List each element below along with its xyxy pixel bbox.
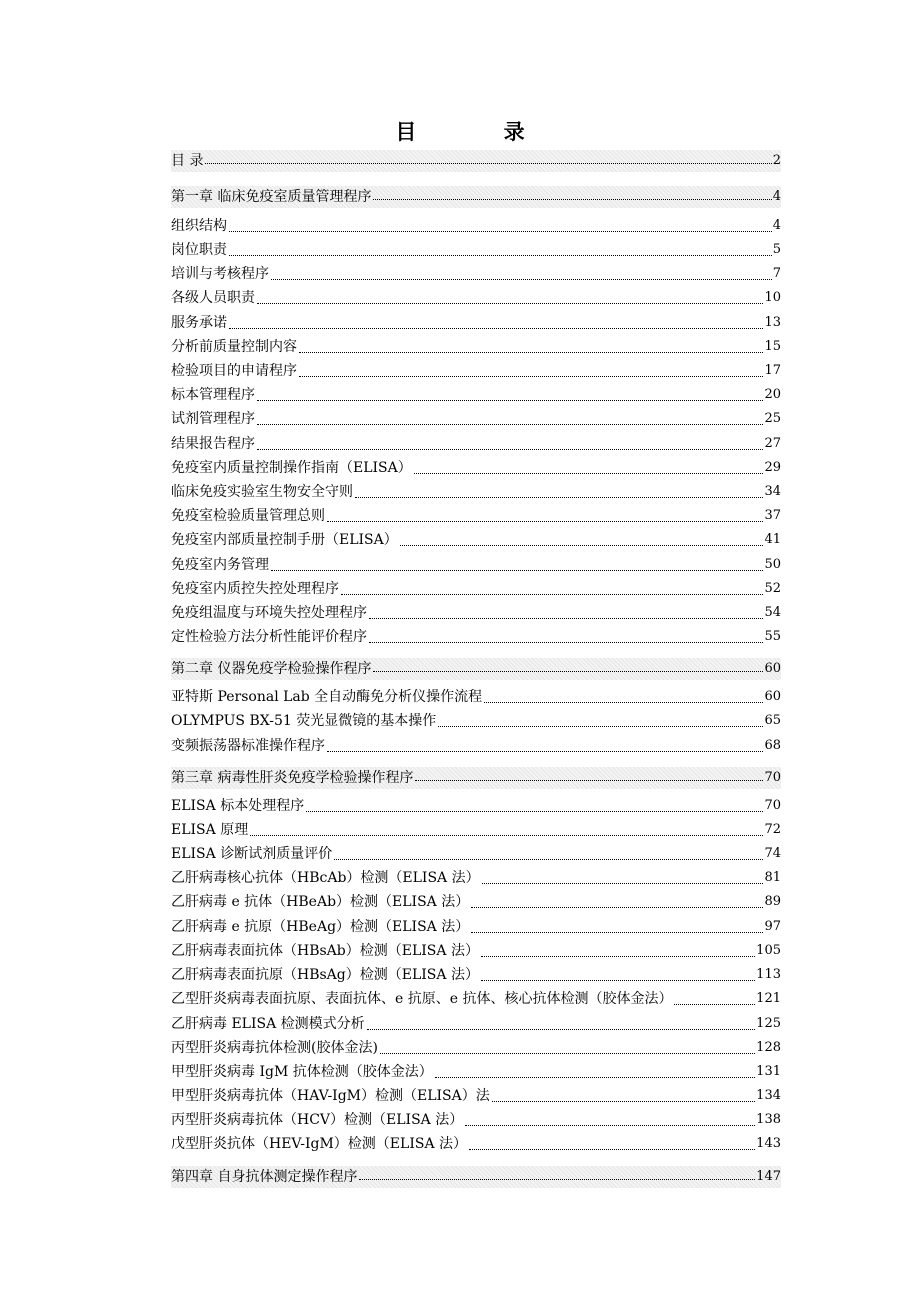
dot-leader [481,979,755,981]
toc-entry-page: 4 [772,218,781,233]
toc-chapter-entry[interactable] [171,767,781,789]
toc-entry-page: 10 [764,290,781,305]
toc-entry[interactable] [171,556,781,574]
toc-entry-title: 第四章 自身抗体测定操作程序 [171,1169,358,1185]
toc-entry[interactable] [171,845,781,863]
dot-leader [341,593,763,595]
toc-entry-page: 81 [764,870,781,885]
dot-leader [482,882,764,884]
dot-leader [367,1028,756,1030]
toc-entry-page: 125 [756,1016,781,1031]
toc-entry-title: 分析前质量控制内容 [171,339,297,355]
toc-entry-page: 25 [764,411,781,426]
toc-entry[interactable] [171,712,781,730]
toc-entry[interactable] [171,217,781,235]
dot-leader [373,670,763,672]
toc-entry-page: 70 [764,798,781,813]
toc-entry-page: 138 [756,1112,781,1127]
toc-entry-title: 服务承诺 [171,315,227,331]
dot-leader [250,834,763,836]
toc-entry-title: 免疫室内务管理 [171,557,269,573]
toc-entry-title: 乙肝病毒 e 抗体（HBeAb）检测（ELISA 法） [171,894,470,910]
toc-entry-title: 丙型肝炎病毒抗体检测(胶体金法) [171,1040,378,1056]
toc-entry[interactable] [171,942,781,960]
toc-entry-page: 60 [764,661,781,676]
toc-entry[interactable] [171,507,781,525]
toc-entry[interactable] [171,918,781,936]
toc-entry-page: 5 [772,242,781,257]
toc-entry[interactable] [171,1039,781,1057]
toc-entry-page: 13 [764,315,781,330]
toc-entry-title: 定性检验方法分析性能评价程序 [171,629,367,645]
dot-leader [271,569,763,571]
toc-entry[interactable] [171,966,781,984]
toc-entry[interactable] [171,893,781,911]
toc-entry-page: 143 [756,1136,781,1151]
toc-entry-title: 乙肝病毒表面抗体（HBsAb）检测（ELISA 法） [171,943,479,959]
toc-entry-page: 70 [764,770,781,785]
toc-entry[interactable] [171,1135,781,1153]
toc-chapter-entry[interactable] [171,150,781,172]
toc-entry-page: 113 [756,967,781,982]
dot-leader [465,1124,755,1126]
dot-leader [438,725,763,727]
toc-entry-title: 岗位职责 [171,242,227,258]
dot-leader [257,399,763,401]
dot-leader [334,858,763,860]
toc-entry-page: 128 [756,1040,781,1055]
dot-leader [369,617,763,619]
toc-entry-page: 74 [764,846,781,861]
dot-leader [257,302,763,304]
toc-entry-title: 乙型肝炎病毒表面抗原、表面抗体、e 抗原、e 抗体、核心抗体检测（胶体金法） [171,991,673,1007]
toc-entry-page: 131 [756,1064,781,1079]
dot-leader [471,906,763,908]
toc-entry-page: 89 [764,894,781,909]
toc-entry[interactable] [171,289,781,307]
dot-leader [471,931,763,933]
toc-entry-title: ELISA 诊断试剂质量评价 [171,846,333,862]
toc-entry[interactable] [171,362,781,380]
dot-leader [435,1076,755,1078]
dot-leader [229,254,772,256]
toc-entry[interactable] [171,1111,781,1129]
toc-chapter-entry[interactable] [171,658,781,680]
dot-leader [355,496,763,498]
toc-entry[interactable] [171,265,781,283]
toc-entry-title: 免疫组温度与环境失控处理程序 [171,605,367,621]
toc-entry-page: 29 [764,460,781,475]
dot-leader [205,162,771,164]
toc-entry-title: 免疫室内质量控制操作指南（ELISA） [171,460,412,476]
page-title: 目 录 [395,119,565,144]
toc-chapter-entry[interactable] [171,186,781,208]
toc-entry[interactable] [171,531,781,549]
toc-entry[interactable] [171,869,781,887]
toc-entry-page: 41 [764,532,781,547]
toc-entry[interactable] [171,410,781,428]
toc-entry-title: 目 录 [171,153,204,169]
dot-leader [414,472,764,474]
toc-entry[interactable] [171,990,781,1008]
dot-leader [271,278,772,280]
dot-leader [306,810,763,812]
toc-entry-page: 147 [756,1169,781,1184]
toc-entry-page: 15 [764,339,781,354]
dot-leader [415,779,763,781]
toc-entry-page: 4 [772,189,781,204]
toc-entry-title: 乙肝病毒核心抗体（HBcAb）检测（ELISA 法） [171,870,480,886]
dot-leader [257,448,763,450]
dot-leader [299,351,763,353]
toc-entry-title: 乙肝病毒 ELISA 检测模式分析 [171,1016,365,1032]
toc-entry-title: 组织结构 [171,218,227,234]
toc-entry-title: 免疫室检验质量管理总则 [171,508,325,524]
toc-entry-page: 121 [756,991,781,1006]
toc-entry-title: 第二章 仪器免疫学检验操作程序 [171,661,372,677]
toc-entry[interactable] [171,386,781,404]
toc-entry-page: 97 [764,919,781,934]
toc-entry-page: 2 [772,153,781,168]
toc-entry-title: 甲型肝炎病毒 IgM 抗体检测（胶体金法） [171,1064,433,1080]
toc-entry-page: 27 [764,436,781,451]
toc-entry[interactable] [171,1015,781,1033]
toc-entry-title: 戊型肝炎抗体（HEV-IgM）检测（ELISA 法） [171,1136,468,1152]
dot-leader [469,1148,755,1150]
toc-entry[interactable] [171,459,781,477]
toc-entry-title: 第三章 病毒性肝炎免疫学检验操作程序 [171,770,414,786]
toc-entry[interactable] [171,241,781,259]
toc-entry-page: 72 [764,822,781,837]
toc-entry-page: 60 [764,689,781,704]
toc-entry-title: 乙肝病毒 e 抗原（HBeAg）检测（ELISA 法） [171,919,470,935]
toc-entry-title: 临床免疫实验室生物安全守则 [171,484,353,500]
dot-leader [481,955,755,957]
dot-leader [359,1178,755,1180]
toc-entry-page: 52 [764,581,781,596]
dot-leader [380,1052,755,1054]
toc-entry-page: 55 [764,629,781,644]
toc-entry-title: 检验项目的申请程序 [171,363,297,379]
toc-entry-title: 各级人员职责 [171,290,255,306]
toc-entry-page: 105 [756,943,781,958]
toc-entry[interactable] [171,688,781,706]
dot-leader [674,1003,755,1005]
toc-entry[interactable] [171,580,781,598]
dot-leader [373,198,771,200]
toc-entry-page: 37 [764,508,781,523]
toc-entry[interactable] [171,1087,781,1105]
toc-entry[interactable] [171,314,781,332]
toc-entry-title: OLYMPUS BX-51 荧光显微镜的基本操作 [171,713,437,729]
toc-entry-page: 20 [764,387,781,402]
toc-entry-page: 68 [764,738,781,753]
toc-entry-title: 乙肝病毒表面抗原（HBsAg）检测（ELISA 法） [171,967,479,983]
toc-entry-title: 变频振荡器标准操作程序 [171,738,325,754]
dot-leader [229,230,772,232]
toc-entry-page: 65 [764,713,781,728]
toc-entry-page: 54 [764,605,781,620]
dot-leader [369,641,763,643]
toc-entry-title: 结果报告程序 [171,436,255,452]
toc-entry[interactable] [171,628,781,646]
dot-leader [229,327,763,329]
toc-entry[interactable] [171,737,781,755]
toc-entry-title: 丙型肝炎病毒抗体（HCV）检测（ELISA 法） [171,1112,464,1128]
toc-entry-page: 34 [764,484,781,499]
dot-leader [492,1100,755,1102]
toc-entry[interactable] [171,821,781,839]
toc-entry-title: 免疫室内部质量控制手册（ELISA） [171,532,398,548]
dot-leader [484,701,763,703]
toc-entry[interactable] [171,338,781,356]
toc-entry-title: ELISA 原理 [171,822,249,838]
toc-entry-title: 亚特斯 Personal Lab 全自动酶免分析仪操作流程 [171,689,483,705]
dot-leader [257,423,763,425]
toc-entry-title: 第一章 临床免疫室质量管理程序 [171,189,372,205]
toc-chapter-entry[interactable] [171,1166,781,1188]
dot-leader [299,375,763,377]
dot-leader [400,544,764,546]
toc-entry-title: 试剂管理程序 [171,411,255,427]
dot-leader [327,520,763,522]
toc-entry-page: 7 [772,266,781,281]
toc-entry-title: 甲型肝炎病毒抗体（HAV-IgM）检测（ELISA）法 [171,1088,490,1104]
toc-entry[interactable] [171,604,781,622]
toc-entry-title: 免疫室内质控失控处理程序 [171,581,339,597]
toc-entry-title: ELISA 标本处理程序 [171,798,305,814]
toc-entry-page: 50 [764,557,781,572]
toc-entry[interactable] [171,1063,781,1081]
toc-entry-page: 134 [756,1088,781,1103]
toc-entry-title: 培训与考核程序 [171,266,269,282]
toc-entry[interactable] [171,797,781,815]
toc-entry-title: 标本管理程序 [171,387,255,403]
toc-entry-page: 17 [764,363,781,378]
toc-entry[interactable] [171,435,781,453]
dot-leader [327,750,763,752]
toc-entry[interactable] [171,483,781,501]
